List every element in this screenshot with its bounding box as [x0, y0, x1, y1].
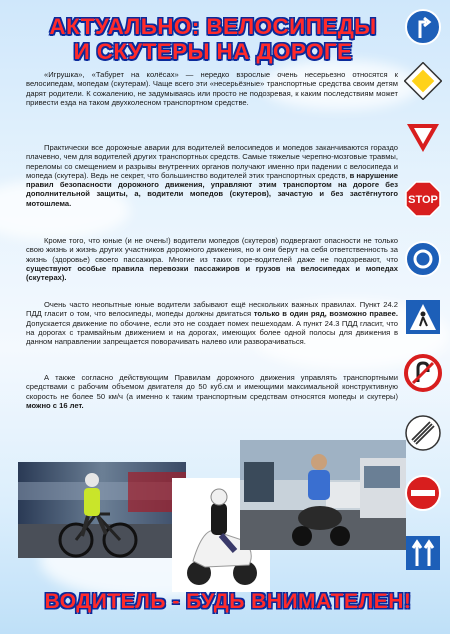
cyclist-photo	[18, 462, 186, 558]
stop-icon	[404, 180, 442, 218]
lane-direction-icon	[404, 534, 442, 572]
direction-right-or-straight-icon	[404, 8, 442, 46]
paragraph-1: «Игрушка», «Табурет на колёсах» — нередко взрослые очень несерьезно относятся к велосипедам, мопедам (скутерам). Чаще всего эти «несерьёзные» транспортные средства своим детям дарят родители. К сожалению, не задумываясь или просто не подозревая, к каким последствиям может привести езда на таком двухколесном транспортном средстве.	[26, 70, 398, 107]
paragraph-5: А также согласно действующим Правилам дорожного движения управлять транспортными средствами с рабочим объемом двигателя до 50 куб.см и имеющими максимальной конструктивную скорость не более 50 км/ч (а именно к таким транспортным средствам относятся мопеды и скутеры) можно с 16 лет.	[26, 373, 398, 410]
paragraph-3: Кроме того, что юные (и не очень!) водители мопедов (скутеров) подвергают опасности не только свою жизнь и жизнь других участников дорожного движения, но и они берут на себя ответственность за жизнь (здоровье) своего пассажира. Многие из таких горе-водителей даже не подозревают, что существуют особые правила перевозки пассажиров и грузов на велосипедах и мопедах (скутерах).	[26, 236, 398, 283]
main-road-icon	[404, 62, 442, 100]
title-line-1: АКТУАЛЬНО: ВЕЛОСИПЕДЫ	[49, 14, 377, 39]
yield-icon	[404, 118, 442, 156]
paragraph-4: Очень часто неопытные юные водители забывают ещё нескольких важных правилах. Пункт 24.2 ПДД гласит о том, что велосипеды, мопеды должны двигаться только в один ряд, возможно правее. Допускается движение по обочине, если это не создает помех пешеходам. А пункт 24.3 ПДД гласит, что на дорогах с трамвайным движением и на дорогах, имеющих более одной полосы для движения в данном направлении запрещается поворачивать налево или разворачиваться.	[26, 300, 398, 347]
pedestrian-crossing-icon	[404, 298, 442, 336]
title-line-2: И СКУТЕРЫ НА ДОРОГЕ	[73, 39, 353, 64]
footer-slogan: ВОДИТЕЛЬ - БУДЬ ВНИМАТЕЛЕН!	[44, 590, 412, 613]
moped-riders-photo	[240, 440, 406, 550]
end-restrictions-icon	[404, 414, 442, 452]
no-u-turn-icon	[404, 354, 442, 392]
paragraph-2: Практически все дорожные аварии для водителей велосипедов и мопедов заканчиваются гораздо плачевно, чем для водителей других транспортных средств. Самые тяжелые черепно-мозговые травмы, переломы со смещением и разрывы внутренних органов получают именно при падении с велосипеда и мопеда (скутера). Ведь не секрет, что большинство водителей этих транспортных средств, в нарушение правил безопасности дорожного движения, управляют этим транспортом на дороге без дополнительной защиты, а, водители мопедов (скутеров), зачастую и без застёгнутого мотошлема.	[26, 143, 398, 208]
roundabout-icon	[404, 240, 442, 278]
page-title	[28, 14, 398, 64]
svg-text:STOP: STOP	[408, 194, 438, 206]
no-entry-icon	[404, 474, 442, 512]
